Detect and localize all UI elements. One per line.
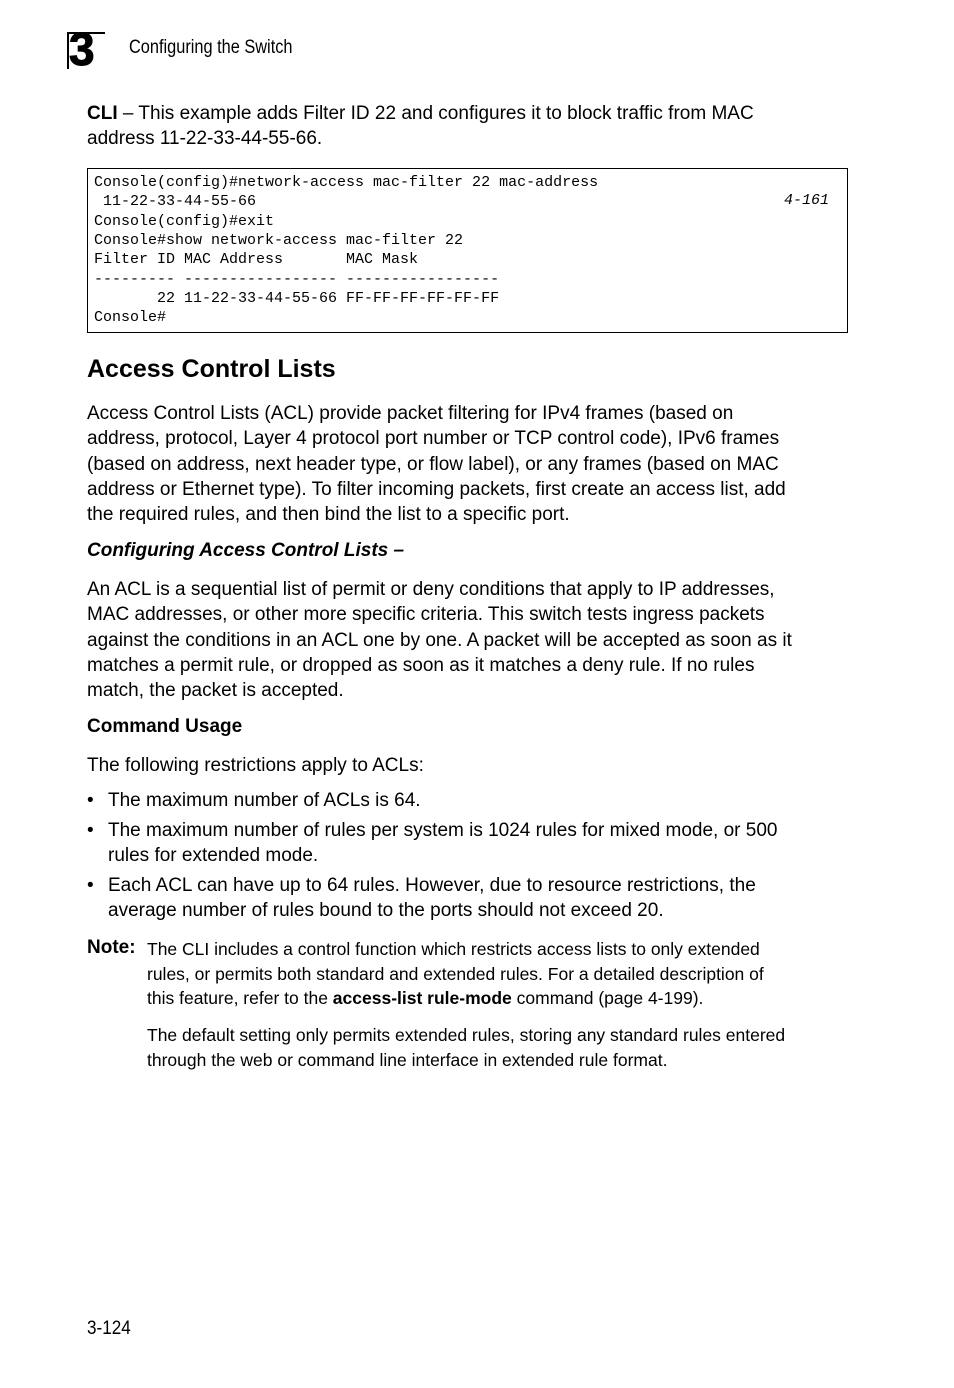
text-line: address or Ethernet type). To filter incoming packets, first create an access list, add: [87, 478, 786, 500]
note-paragraph-1: [147, 937, 848, 1011]
text-line: this feature, refer to the: [147, 988, 333, 1008]
cli-intro-text-1: – This example adds Filter ID 22 and configures it to block traffic from MAC: [117, 103, 754, 124]
code-example: [87, 168, 848, 333]
bullet-icon: •: [87, 875, 94, 896]
page-number: 3-124: [87, 1318, 131, 1339]
note-label: Note:: [87, 937, 136, 958]
code-line: --------- ----------------- -----------------: [94, 270, 500, 288]
code-page-reference: 4-161: [783, 192, 829, 209]
text-line: rules, or permits both standard and extended rules. For a detailed description of: [147, 963, 764, 984]
bullet-icon: •: [87, 790, 94, 811]
command-usage-title: Command Usage: [87, 716, 243, 737]
code-line: Console#: [94, 309, 167, 327]
header-title: Configuring the Switch: [129, 37, 293, 58]
text-line: average number of rules bound to the ports should not exceed 20.: [108, 900, 664, 922]
code-line: Filter ID MAC Address MAC Mask: [94, 251, 419, 269]
restrictions-intro: The following restrictions apply to ACLs:: [87, 755, 424, 776]
text-line: address, protocol, Layer 4 protocol port number or TCP control code), IPv6 frames: [87, 428, 780, 450]
text-line: (based on address, next header type, or flow label), or any frames (based on MAC: [87, 453, 779, 475]
text-line: matches a permit rule, or dropped as soon as it matches a deny rule. If no rules: [87, 654, 755, 676]
cli-intro-text-2: address 11-22-33-44-55-66.: [87, 128, 323, 150]
code-line: Console(config)#network-access mac-filter 22 mac-address: [94, 174, 599, 191]
text-line: through the web or command line interface in extended rule format.: [147, 1049, 668, 1070]
list-item-text: [108, 873, 848, 924]
cli-intro: [87, 101, 754, 152]
bullet-icon: •: [87, 820, 94, 841]
code-line: 11-22-33-44-55-66: [94, 193, 257, 211]
text-line: Access Control Lists (ACL) provide packet filtering for IPv4 frames (based on: [87, 403, 734, 424]
code-line: Console(config)#exit: [94, 212, 275, 230]
text-line: Each ACL can have up to 64 rules. However, due to resource restrictions, the: [108, 875, 756, 896]
section-title: Access Control Lists: [87, 355, 336, 383]
code-line: 22 11-22-33-44-55-66 FF-FF-FF-FF-FF-FF: [94, 289, 500, 307]
subsection-title: Configuring Access Control Lists –: [87, 540, 405, 561]
cli-label: CLI: [87, 103, 118, 124]
text-line: MAC addresses, or other more specific criteria. This switch tests ingress packets: [87, 604, 765, 626]
section-intro: [87, 401, 786, 527]
text-line: The CLI includes a control function which restricts access lists to only extended: [147, 939, 760, 959]
code-line: Console#show network-access mac-filter 22: [94, 231, 464, 249]
text-line: rules for extended mode.: [108, 845, 319, 867]
text-line: match, the packet is accepted.: [87, 680, 344, 702]
text-line: The maximum number of rules per system is 1024 rules for mixed mode, or 500: [108, 820, 778, 841]
note-paragraph-2: [147, 1023, 848, 1072]
acl-description: [87, 577, 792, 703]
list-item-text: [108, 818, 848, 869]
text-line: The default setting only permits extended rules, storing any standard rules entered: [147, 1025, 786, 1045]
text-line: An ACL is a sequential list of permit or deny conditions that apply to IP addresses,: [87, 579, 775, 600]
command-name: access-list rule-mode: [332, 988, 512, 1008]
chapter-number: 3: [69, 23, 95, 75]
text-line: against the conditions in an ACL one by one. A packet will be accepted as soon as it: [87, 629, 792, 651]
text-line: the required rules, and then bind the list to a specific port.: [87, 504, 570, 526]
text-line: command (page 4-199).: [511, 988, 704, 1008]
list-item-text: The maximum number of ACLs is 64.: [108, 790, 421, 811]
